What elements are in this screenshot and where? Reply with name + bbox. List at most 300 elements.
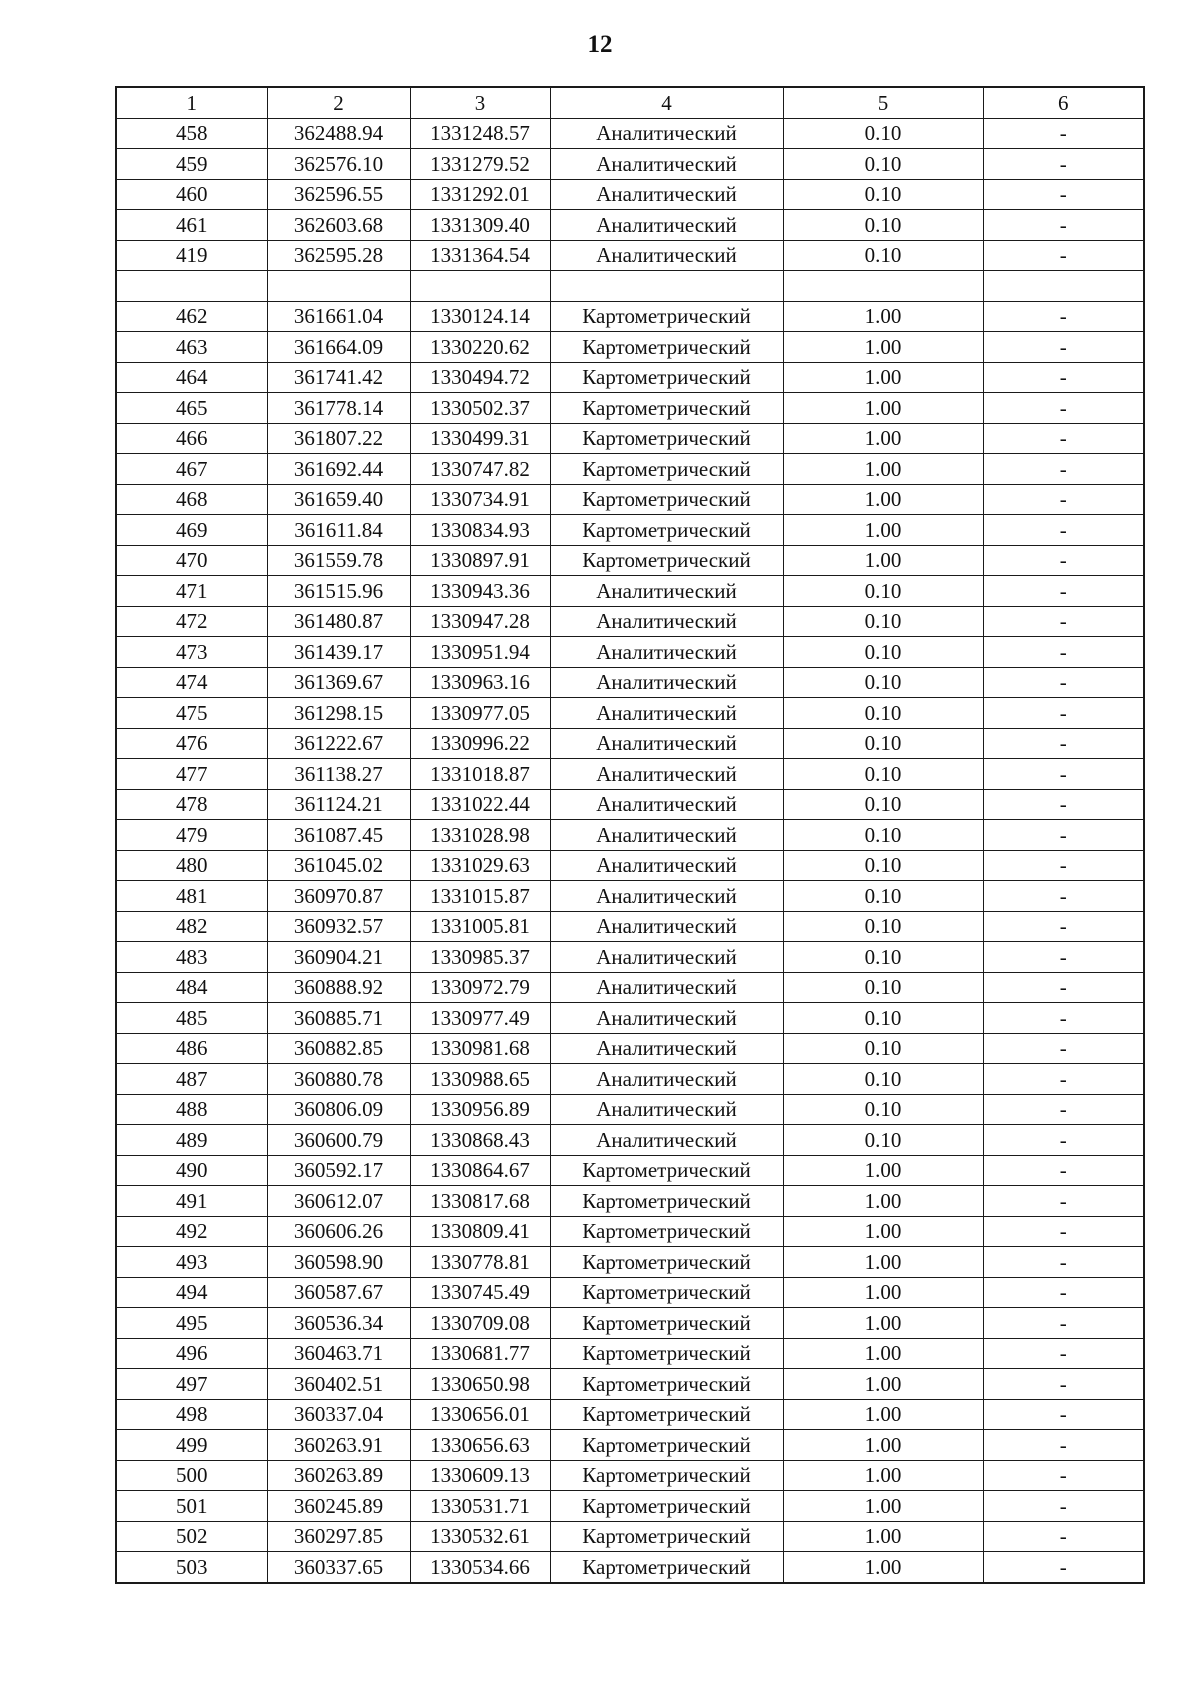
table-row <box>116 1308 1144 1339</box>
y-coordinate-cell: 1330956.89 <box>410 1094 550 1125</box>
y-coordinate-cell: 1331022.44 <box>410 789 550 820</box>
point-number-cell: 485 <box>116 1003 267 1034</box>
note-cell: - <box>983 1064 1144 1095</box>
accuracy-cell: 1.00 <box>783 1399 983 1430</box>
y-coordinate-cell: 1330531.71 <box>410 1491 550 1522</box>
x-coordinate-cell: 361807.22 <box>267 423 410 454</box>
x-coordinate-cell: 362596.55 <box>267 179 410 210</box>
point-number-cell: 486 <box>116 1033 267 1064</box>
point-number-cell: 458 <box>116 118 267 149</box>
method-cell: Картометрический <box>550 1552 783 1583</box>
accuracy-cell: 1.00 <box>783 301 983 332</box>
point-number-cell: 488 <box>116 1094 267 1125</box>
table-row <box>116 820 1144 851</box>
point-number-cell: 497 <box>116 1369 267 1400</box>
method-cell: Аналитический <box>550 881 783 912</box>
x-coordinate-cell: 360337.65 <box>267 1552 410 1583</box>
y-coordinate-cell: 1330817.68 <box>410 1186 550 1217</box>
note-cell: - <box>983 1430 1144 1461</box>
x-coordinate-cell: 361369.67 <box>267 667 410 698</box>
table-row <box>116 362 1144 393</box>
method-cell: Картометрический <box>550 332 783 363</box>
note-cell: - <box>983 698 1144 729</box>
point-number-cell: 469 <box>116 515 267 546</box>
accuracy-cell: 1.00 <box>783 1216 983 1247</box>
accuracy-cell: 1.00 <box>783 1369 983 1400</box>
note-cell: - <box>983 484 1144 515</box>
note-cell: - <box>983 362 1144 393</box>
table-row <box>116 118 1144 149</box>
table-body <box>116 118 1144 1583</box>
accuracy-cell: 1.00 <box>783 545 983 576</box>
y-coordinate-cell: 1330745.49 <box>410 1277 550 1308</box>
y-coordinate-cell: 1330681.77 <box>410 1338 550 1369</box>
method-cell: Аналитический <box>550 942 783 973</box>
table-row <box>116 1338 1144 1369</box>
x-coordinate-cell: 360587.67 <box>267 1277 410 1308</box>
x-coordinate-cell: 361778.14 <box>267 393 410 424</box>
table-row <box>116 332 1144 363</box>
accuracy-cell: 0.10 <box>783 149 983 180</box>
x-coordinate-cell: 361741.42 <box>267 362 410 393</box>
column-header: 6 <box>983 87 1144 118</box>
table-row <box>116 1399 1144 1430</box>
accuracy-cell: 1.00 <box>783 1247 983 1278</box>
accuracy-cell: 0.10 <box>783 881 983 912</box>
y-coordinate-cell: 1331309.40 <box>410 210 550 241</box>
table-row <box>116 149 1144 180</box>
note-cell: - <box>983 240 1144 271</box>
note-cell: - <box>983 728 1144 759</box>
point-number-cell: 501 <box>116 1491 267 1522</box>
note-cell: - <box>983 850 1144 881</box>
accuracy-cell: 0.10 <box>783 911 983 942</box>
table-row <box>116 850 1144 881</box>
point-number-cell: 478 <box>116 789 267 820</box>
page-number: 12 <box>587 31 613 58</box>
table-row <box>116 271 1144 302</box>
accuracy-cell: 0.10 <box>783 606 983 637</box>
table-row <box>116 576 1144 607</box>
table-row <box>116 972 1144 1003</box>
y-coordinate-cell: 1330988.65 <box>410 1064 550 1095</box>
accuracy-cell: 1.00 <box>783 362 983 393</box>
point-number-cell: 480 <box>116 850 267 881</box>
note-cell: - <box>983 1155 1144 1186</box>
table-row <box>116 393 1144 424</box>
table-row <box>116 545 1144 576</box>
table-row <box>116 1247 1144 1278</box>
x-coordinate-cell: 360297.85 <box>267 1521 410 1552</box>
table-row <box>116 179 1144 210</box>
x-coordinate-cell: 361692.44 <box>267 454 410 485</box>
point-number-cell: 503 <box>116 1552 267 1583</box>
method-cell: Аналитический <box>550 820 783 851</box>
y-coordinate-cell: 1330981.68 <box>410 1033 550 1064</box>
x-coordinate-cell <box>267 271 410 302</box>
method-cell: Аналитический <box>550 179 783 210</box>
method-cell: Аналитический <box>550 210 783 241</box>
note-cell: - <box>983 118 1144 149</box>
table-row <box>116 515 1144 546</box>
accuracy-cell: 1.00 <box>783 484 983 515</box>
note-cell: - <box>983 1369 1144 1400</box>
y-coordinate-cell: 1330864.67 <box>410 1155 550 1186</box>
note-cell: - <box>983 393 1144 424</box>
method-cell: Аналитический <box>550 118 783 149</box>
x-coordinate-cell: 362595.28 <box>267 240 410 271</box>
method-cell: Аналитический <box>550 667 783 698</box>
method-cell: Картометрический <box>550 515 783 546</box>
point-number-cell: 462 <box>116 301 267 332</box>
note-cell: - <box>983 1338 1144 1369</box>
x-coordinate-cell: 361298.15 <box>267 698 410 729</box>
point-number-cell: 467 <box>116 454 267 485</box>
method-cell: Аналитический <box>550 728 783 759</box>
y-coordinate-cell: 1331279.52 <box>410 149 550 180</box>
point-number-cell: 482 <box>116 911 267 942</box>
table-row <box>116 1460 1144 1491</box>
method-cell: Аналитический <box>550 850 783 881</box>
x-coordinate-cell: 361515.96 <box>267 576 410 607</box>
point-number-cell: 500 <box>116 1460 267 1491</box>
note-cell: - <box>983 1186 1144 1217</box>
x-coordinate-cell: 360592.17 <box>267 1155 410 1186</box>
note-cell: - <box>983 637 1144 668</box>
x-coordinate-cell: 360806.09 <box>267 1094 410 1125</box>
x-coordinate-cell: 360598.90 <box>267 1247 410 1278</box>
y-coordinate-cell: 1331292.01 <box>410 179 550 210</box>
accuracy-cell: 0.10 <box>783 698 983 729</box>
point-number-cell: 468 <box>116 484 267 515</box>
x-coordinate-cell: 361661.04 <box>267 301 410 332</box>
y-coordinate-cell: 1330609.13 <box>410 1460 550 1491</box>
y-coordinate-cell: 1331029.63 <box>410 850 550 881</box>
table-row <box>116 1125 1144 1156</box>
table-row <box>116 911 1144 942</box>
x-coordinate-cell: 361124.21 <box>267 789 410 820</box>
x-coordinate-cell: 360536.34 <box>267 1308 410 1339</box>
method-cell: Аналитический <box>550 1094 783 1125</box>
note-cell: - <box>983 881 1144 912</box>
y-coordinate-cell: 1330502.37 <box>410 393 550 424</box>
accuracy-cell <box>783 271 983 302</box>
x-coordinate-cell: 360463.71 <box>267 1338 410 1369</box>
accuracy-cell: 1.00 <box>783 393 983 424</box>
x-coordinate-cell: 360888.92 <box>267 972 410 1003</box>
accuracy-cell: 1.00 <box>783 1430 983 1461</box>
point-number-cell: 476 <box>116 728 267 759</box>
method-cell <box>550 271 783 302</box>
accuracy-cell: 0.10 <box>783 728 983 759</box>
y-coordinate-cell: 1331364.54 <box>410 240 550 271</box>
table-row <box>116 1186 1144 1217</box>
note-cell <box>983 271 1144 302</box>
accuracy-cell: 1.00 <box>783 332 983 363</box>
accuracy-cell: 0.10 <box>783 972 983 1003</box>
point-number-cell: 463 <box>116 332 267 363</box>
method-cell: Картометрический <box>550 1399 783 1430</box>
note-cell: - <box>983 820 1144 851</box>
method-cell: Аналитический <box>550 1064 783 1095</box>
header-row <box>116 87 1144 118</box>
y-coordinate-cell: 1330996.22 <box>410 728 550 759</box>
method-cell: Картометрический <box>550 1430 783 1461</box>
y-coordinate-cell: 1330972.79 <box>410 972 550 1003</box>
y-coordinate-cell: 1331015.87 <box>410 881 550 912</box>
table-row <box>116 240 1144 271</box>
y-coordinate-cell: 1331005.81 <box>410 911 550 942</box>
y-coordinate-cell: 1330947.28 <box>410 606 550 637</box>
accuracy-cell: 1.00 <box>783 1521 983 1552</box>
method-cell: Картометрический <box>550 301 783 332</box>
point-number-cell: 495 <box>116 1308 267 1339</box>
y-coordinate-cell: 1330977.05 <box>410 698 550 729</box>
x-coordinate-cell: 361559.78 <box>267 545 410 576</box>
method-cell: Картометрический <box>550 1521 783 1552</box>
method-cell: Аналитический <box>550 240 783 271</box>
y-coordinate-cell: 1330534.66 <box>410 1552 550 1583</box>
x-coordinate-cell: 361045.02 <box>267 850 410 881</box>
method-cell: Картометрический <box>550 1216 783 1247</box>
point-number-cell: 477 <box>116 759 267 790</box>
accuracy-cell: 1.00 <box>783 1308 983 1339</box>
x-coordinate-cell: 361664.09 <box>267 332 410 363</box>
method-cell: Картометрический <box>550 484 783 515</box>
y-coordinate-cell: 1330532.61 <box>410 1521 550 1552</box>
note-cell: - <box>983 911 1144 942</box>
y-coordinate-cell: 1330709.08 <box>410 1308 550 1339</box>
method-cell: Аналитический <box>550 911 783 942</box>
method-cell: Картометрический <box>550 1491 783 1522</box>
accuracy-cell: 0.10 <box>783 759 983 790</box>
method-cell: Картометрический <box>550 454 783 485</box>
point-number-cell: 493 <box>116 1247 267 1278</box>
table-row <box>116 637 1144 668</box>
table-row <box>116 423 1144 454</box>
point-number-cell: 466 <box>116 423 267 454</box>
y-coordinate-cell: 1330656.63 <box>410 1430 550 1461</box>
point-number-cell: 492 <box>116 1216 267 1247</box>
y-coordinate-cell: 1330747.82 <box>410 454 550 485</box>
point-number-cell: 471 <box>116 576 267 607</box>
table-row <box>116 698 1144 729</box>
method-cell: Аналитический <box>550 759 783 790</box>
point-number-cell: 460 <box>116 179 267 210</box>
x-coordinate-cell: 361222.67 <box>267 728 410 759</box>
method-cell: Картометрический <box>550 1247 783 1278</box>
method-cell: Аналитический <box>550 1003 783 1034</box>
x-coordinate-cell: 361659.40 <box>267 484 410 515</box>
accuracy-cell: 0.10 <box>783 240 983 271</box>
y-coordinate-cell: 1330951.94 <box>410 637 550 668</box>
method-cell: Аналитический <box>550 789 783 820</box>
method-cell: Картометрический <box>550 393 783 424</box>
table-row <box>116 1033 1144 1064</box>
column-header: 1 <box>116 87 267 118</box>
point-number-cell: 491 <box>116 1186 267 1217</box>
accuracy-cell: 1.00 <box>783 1552 983 1583</box>
x-coordinate-cell: 362488.94 <box>267 118 410 149</box>
table-row <box>116 606 1144 637</box>
y-coordinate-cell: 1330985.37 <box>410 942 550 973</box>
accuracy-cell: 0.10 <box>783 667 983 698</box>
note-cell: - <box>983 1125 1144 1156</box>
table-row <box>116 1094 1144 1125</box>
note-cell: - <box>983 1247 1144 1278</box>
accuracy-cell: 0.10 <box>783 942 983 973</box>
note-cell: - <box>983 301 1144 332</box>
table-row <box>116 1521 1144 1552</box>
accuracy-cell: 1.00 <box>783 1491 983 1522</box>
method-cell: Картометрический <box>550 362 783 393</box>
point-number-cell: 489 <box>116 1125 267 1156</box>
x-coordinate-cell: 362576.10 <box>267 149 410 180</box>
note-cell: - <box>983 1521 1144 1552</box>
note-cell: - <box>983 149 1144 180</box>
table-row <box>116 1491 1144 1522</box>
x-coordinate-cell: 361138.27 <box>267 759 410 790</box>
table-row <box>116 759 1144 790</box>
accuracy-cell: 1.00 <box>783 515 983 546</box>
point-number-cell: 494 <box>116 1277 267 1308</box>
table-row <box>116 210 1144 241</box>
note-cell: - <box>983 515 1144 546</box>
x-coordinate-cell: 360402.51 <box>267 1369 410 1400</box>
point-number-cell: 479 <box>116 820 267 851</box>
point-number-cell: 496 <box>116 1338 267 1369</box>
point-number-cell: 472 <box>116 606 267 637</box>
accuracy-cell: 0.10 <box>783 1125 983 1156</box>
note-cell: - <box>983 1460 1144 1491</box>
accuracy-cell: 0.10 <box>783 210 983 241</box>
x-coordinate-cell: 360245.89 <box>267 1491 410 1522</box>
table-row <box>116 1003 1144 1034</box>
accuracy-cell: 0.10 <box>783 820 983 851</box>
x-coordinate-cell: 360885.71 <box>267 1003 410 1034</box>
accuracy-cell: 1.00 <box>783 1460 983 1491</box>
table-row <box>116 1216 1144 1247</box>
note-cell: - <box>983 972 1144 1003</box>
note-cell: - <box>983 1399 1144 1430</box>
y-coordinate-cell: 1330734.91 <box>410 484 550 515</box>
note-cell: - <box>983 545 1144 576</box>
point-number-cell: 499 <box>116 1430 267 1461</box>
y-coordinate-cell: 1330499.31 <box>410 423 550 454</box>
x-coordinate-cell: 360882.85 <box>267 1033 410 1064</box>
table-row <box>116 1552 1144 1583</box>
method-cell: Картометрический <box>550 1308 783 1339</box>
note-cell: - <box>983 667 1144 698</box>
y-coordinate-cell: 1330809.41 <box>410 1216 550 1247</box>
point-number-cell: 483 <box>116 942 267 973</box>
accuracy-cell: 0.10 <box>783 576 983 607</box>
note-cell: - <box>983 1308 1144 1339</box>
point-number-cell <box>116 271 267 302</box>
x-coordinate-cell: 361087.45 <box>267 820 410 851</box>
x-coordinate-cell: 360337.04 <box>267 1399 410 1430</box>
table-row <box>116 942 1144 973</box>
accuracy-cell: 1.00 <box>783 1186 983 1217</box>
y-coordinate-cell: 1330778.81 <box>410 1247 550 1278</box>
y-coordinate-cell: 1330834.93 <box>410 515 550 546</box>
table-row <box>116 484 1144 515</box>
column-header: 3 <box>410 87 550 118</box>
point-number-cell: 459 <box>116 149 267 180</box>
method-cell: Картометрический <box>550 1338 783 1369</box>
x-coordinate-cell: 361611.84 <box>267 515 410 546</box>
note-cell: - <box>983 1277 1144 1308</box>
note-cell: - <box>983 423 1144 454</box>
x-coordinate-cell: 360904.21 <box>267 942 410 973</box>
note-cell: - <box>983 1216 1144 1247</box>
note-cell: - <box>983 759 1144 790</box>
note-cell: - <box>983 789 1144 820</box>
table-row <box>116 1430 1144 1461</box>
y-coordinate-cell: 1330977.49 <box>410 1003 550 1034</box>
point-number-cell: 470 <box>116 545 267 576</box>
note-cell: - <box>983 1552 1144 1583</box>
method-cell: Аналитический <box>550 606 783 637</box>
method-cell: Аналитический <box>550 972 783 1003</box>
method-cell: Аналитический <box>550 576 783 607</box>
accuracy-cell: 1.00 <box>783 1338 983 1369</box>
point-number-cell: 502 <box>116 1521 267 1552</box>
note-cell: - <box>983 942 1144 973</box>
point-number-cell: 473 <box>116 637 267 668</box>
point-number-cell: 487 <box>116 1064 267 1095</box>
point-number-cell: 464 <box>116 362 267 393</box>
y-coordinate-cell <box>410 271 550 302</box>
x-coordinate-cell: 360932.57 <box>267 911 410 942</box>
y-coordinate-cell: 1330494.72 <box>410 362 550 393</box>
x-coordinate-cell: 360263.91 <box>267 1430 410 1461</box>
point-number-cell: 475 <box>116 698 267 729</box>
note-cell: - <box>983 332 1144 363</box>
note-cell: - <box>983 179 1144 210</box>
y-coordinate-cell: 1330868.43 <box>410 1125 550 1156</box>
table-row <box>116 728 1144 759</box>
x-coordinate-cell: 360880.78 <box>267 1064 410 1095</box>
point-number-cell: 465 <box>116 393 267 424</box>
note-cell: - <box>983 606 1144 637</box>
method-cell: Картометрический <box>550 545 783 576</box>
y-coordinate-cell: 1331028.98 <box>410 820 550 851</box>
column-header: 2 <box>267 87 410 118</box>
x-coordinate-cell: 360606.26 <box>267 1216 410 1247</box>
point-number-cell: 498 <box>116 1399 267 1430</box>
accuracy-cell: 0.10 <box>783 850 983 881</box>
x-coordinate-cell: 360970.87 <box>267 881 410 912</box>
method-cell: Картометрический <box>550 423 783 454</box>
x-coordinate-cell: 360600.79 <box>267 1125 410 1156</box>
x-coordinate-cell: 361480.87 <box>267 606 410 637</box>
method-cell: Аналитический <box>550 698 783 729</box>
column-header: 5 <box>783 87 983 118</box>
table-row <box>116 667 1144 698</box>
point-number-cell: 481 <box>116 881 267 912</box>
note-cell: - <box>983 454 1144 485</box>
table-row <box>116 1155 1144 1186</box>
column-header: 4 <box>550 87 783 118</box>
table-row <box>116 454 1144 485</box>
y-coordinate-cell: 1330656.01 <box>410 1399 550 1430</box>
accuracy-cell: 0.10 <box>783 118 983 149</box>
note-cell: - <box>983 1094 1144 1125</box>
accuracy-cell: 1.00 <box>783 423 983 454</box>
coordinates-table <box>115 86 1145 1584</box>
y-coordinate-cell: 1330220.62 <box>410 332 550 363</box>
